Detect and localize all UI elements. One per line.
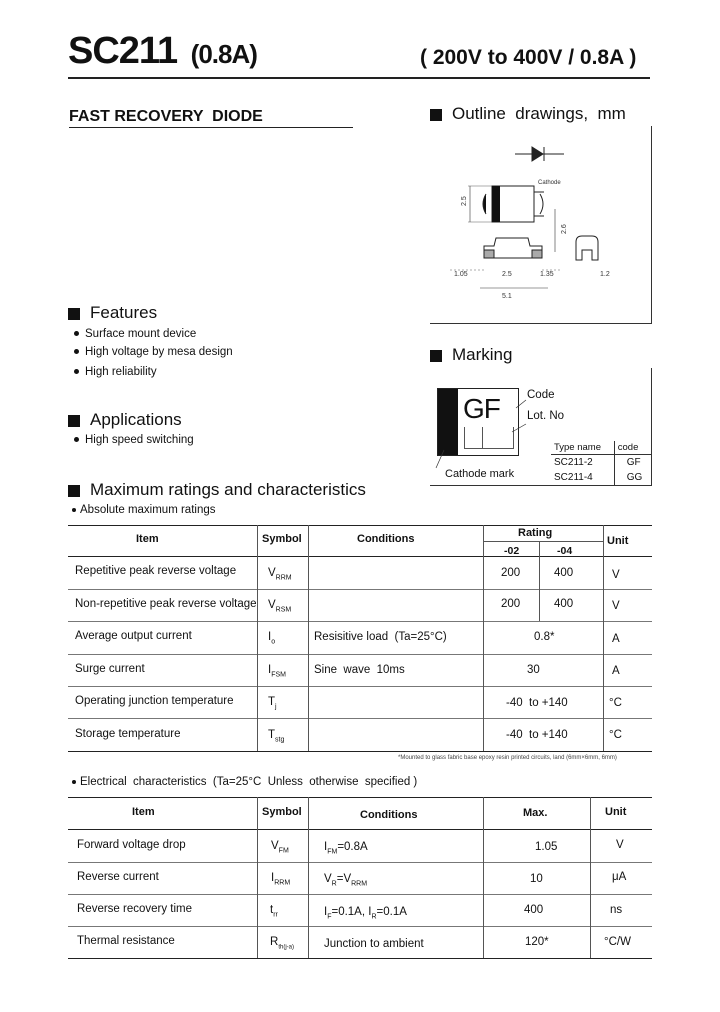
rating-symbol: $T_j$ bbox=[268, 696, 277, 711]
device-type-underline bbox=[69, 127, 353, 128]
rating-unit: A bbox=[612, 633, 620, 645]
device-type: FAST RECOVERY DIODE bbox=[69, 108, 263, 125]
col-conditions-header: Conditions bbox=[357, 533, 415, 545]
elec-max: 10 bbox=[530, 873, 543, 885]
col-symbol-header: Symbol bbox=[262, 806, 302, 818]
rating-unit: A bbox=[612, 665, 620, 677]
voltage-range: ( 200V to 400V / 0.8A ) bbox=[420, 46, 637, 69]
elec-symbol: $t_{rr}$ bbox=[270, 904, 278, 919]
marking-type-code: GF bbox=[626, 457, 641, 468]
marking-type-name: SC211-4 bbox=[551, 470, 614, 485]
rating-item: Non-repetitive peak reverse voltage bbox=[75, 598, 257, 610]
col-unit-header: Unit bbox=[607, 535, 629, 547]
elec-max: 400 bbox=[524, 904, 544, 916]
bullet-icon bbox=[74, 437, 79, 442]
table1-top-rule bbox=[68, 525, 652, 526]
col-item-header: Item bbox=[136, 533, 159, 545]
section-bullet-icon bbox=[430, 350, 442, 362]
ratings-heading bbox=[68, 480, 366, 500]
table1-bottom-rule bbox=[68, 751, 652, 752]
current-rating: (0.8A) bbox=[190, 39, 257, 69]
elec-conditions: $I_F=0.1A$, $I_R=0.1A$ bbox=[324, 906, 407, 921]
ratings-footnote: *Mounted to glass fabric base epoxy resin printed circuits, land (6mm×6mm, 6mm) bbox=[398, 755, 617, 761]
table2-bottom-rule bbox=[68, 958, 652, 959]
rating-value: -40 to +140 bbox=[506, 729, 568, 741]
marking-heading bbox=[430, 345, 512, 365]
elec-conditions: Junction to ambient bbox=[324, 938, 424, 950]
feature-text: High reliability bbox=[85, 366, 157, 378]
elec-symbol: $V_{FM}$ bbox=[271, 840, 289, 855]
ratings-subtitle bbox=[72, 504, 216, 516]
marking-table-header: Type name bbox=[551, 441, 614, 455]
bullet-icon bbox=[74, 349, 79, 354]
rating-value: -40 to +140 bbox=[506, 697, 568, 709]
outline-drawing bbox=[440, 134, 640, 314]
diode-symbol-icon bbox=[515, 147, 564, 161]
rating-item: Average output current bbox=[75, 630, 192, 642]
elec-item: Thermal resistance bbox=[77, 935, 175, 947]
col-symbol-header: Symbol bbox=[262, 533, 302, 545]
part-number: SC211 bbox=[68, 30, 178, 72]
header-rule bbox=[68, 77, 650, 79]
rating-value-02: 200 bbox=[501, 567, 521, 579]
elec-max: 120* bbox=[525, 936, 549, 948]
application-text: High speed switching bbox=[85, 434, 194, 446]
elec-unit: °C/W bbox=[604, 936, 631, 948]
elec-symbol: $I_{RRM}$ bbox=[271, 872, 291, 887]
rating-symbol: $I_o$ bbox=[268, 631, 276, 646]
table2-header-rule bbox=[68, 829, 652, 830]
marking-title: Marking bbox=[452, 345, 513, 364]
col-unit-header: Unit bbox=[605, 806, 627, 818]
rating-item: Storage temperature bbox=[75, 728, 181, 740]
elec-item: Reverse recovery time bbox=[77, 903, 193, 915]
col-rating-header: Rating bbox=[518, 527, 553, 539]
rating-unit: °C bbox=[609, 729, 622, 741]
applications-title: Applications bbox=[90, 410, 182, 429]
rating-item: Surge current bbox=[75, 663, 145, 675]
cathode-mark-label: Cathode mark bbox=[445, 468, 515, 480]
marking-code-table bbox=[551, 441, 651, 485]
rating-symbol: $V_{RSM}$ bbox=[268, 599, 292, 614]
applications-heading bbox=[68, 410, 182, 430]
part-number-title bbox=[68, 30, 257, 73]
rating-conditions: Sine wave 10ms bbox=[314, 664, 405, 676]
outline-heading bbox=[430, 104, 626, 124]
feature-item bbox=[74, 328, 196, 340]
table2-top-rule bbox=[68, 797, 652, 798]
dim-lead-right: 1.35 bbox=[540, 271, 554, 278]
bullet-icon bbox=[72, 508, 76, 512]
bullet-icon bbox=[72, 780, 76, 784]
rating-symbol: $V_{RRM}$ bbox=[268, 567, 292, 582]
outline-title: Outline drawings, mm bbox=[452, 104, 626, 123]
dim-height: 2.5 bbox=[461, 196, 468, 206]
elec-item: Forward voltage drop bbox=[77, 839, 186, 851]
marking-table-header: code bbox=[617, 442, 639, 453]
marking-type-code: GG bbox=[626, 472, 643, 483]
dim-lead-left: 1.05 bbox=[454, 271, 468, 278]
dim-end: 1.2 bbox=[600, 271, 610, 278]
code-label: Code bbox=[527, 389, 555, 401]
section-bullet-icon bbox=[430, 109, 442, 121]
rating-item: Operating junction temperature bbox=[75, 695, 234, 707]
rating-unit: V bbox=[612, 600, 620, 612]
application-item bbox=[74, 434, 194, 446]
feature-item bbox=[74, 346, 233, 358]
rating-value-04: 400 bbox=[554, 598, 574, 610]
lot-label: Lot. No bbox=[527, 410, 565, 422]
marking-type-name: SC211-2 bbox=[551, 455, 614, 471]
elec-conditions: $V_R=V_{RRM}$ bbox=[324, 873, 368, 888]
bullet-icon bbox=[74, 369, 79, 374]
rating-value-02: 200 bbox=[501, 598, 521, 610]
elec-unit: μA bbox=[612, 871, 627, 883]
ratings-title: Maximum ratings and characteristics bbox=[90, 480, 366, 499]
ratings-subtitle-text: Absolute maximum ratings bbox=[80, 504, 216, 516]
col-04-header: -04 bbox=[557, 545, 573, 557]
elec-unit: ns bbox=[610, 904, 623, 916]
dim-total: 5.1 bbox=[502, 293, 512, 300]
rating-value: 30 bbox=[527, 664, 540, 676]
package-end-view bbox=[576, 236, 598, 260]
marking-code: GF bbox=[463, 393, 500, 424]
marking-leaders bbox=[430, 390, 540, 470]
bullet-icon bbox=[74, 331, 79, 336]
col-item-header: Item bbox=[132, 806, 155, 818]
feature-item bbox=[74, 366, 157, 378]
elec-symbol: $R_{th(j-a)}$ bbox=[270, 936, 294, 951]
rating-unit: °C bbox=[609, 697, 622, 709]
elec-max: 1.05 bbox=[535, 841, 558, 853]
rating-symbol: $T_{stg}$ bbox=[268, 729, 285, 744]
rating-unit: V bbox=[612, 569, 620, 581]
col-02-header: -02 bbox=[504, 545, 520, 557]
col-max-header: Max. bbox=[523, 807, 548, 819]
electrical-subtitle bbox=[72, 776, 417, 788]
rating-conditions: Resisitive load (Ta=25°C) bbox=[314, 631, 447, 643]
section-bullet-icon bbox=[68, 415, 80, 427]
feature-text: High voltage by mesa design bbox=[85, 346, 233, 358]
elec-conditions: $I_{FM}=0.8A$ bbox=[324, 841, 368, 856]
feature-text: Surface mount device bbox=[85, 328, 197, 340]
dim-depth: 2.6 bbox=[561, 224, 568, 234]
rating-value-04: 400 bbox=[554, 567, 574, 579]
section-bullet-icon bbox=[68, 485, 80, 497]
features-title: Features bbox=[90, 303, 158, 322]
electrical-subtitle-text: Electrical characteristics (Ta=25°C Unless otherwise specified ) bbox=[80, 776, 418, 788]
elec-item: Reverse current bbox=[77, 871, 159, 883]
features-heading bbox=[68, 303, 157, 323]
rating-value: 0.8* bbox=[534, 631, 555, 643]
col-conditions-header: Conditions bbox=[360, 809, 418, 821]
cathode-label: Cathode bbox=[538, 180, 561, 186]
elec-unit: V bbox=[616, 839, 624, 851]
section-bullet-icon bbox=[68, 308, 80, 320]
rating-item: Repetitive peak reverse voltage bbox=[75, 565, 237, 577]
rating-symbol: $I_{FSM}$ bbox=[268, 664, 286, 679]
dim-body: 2.5 bbox=[502, 271, 512, 278]
